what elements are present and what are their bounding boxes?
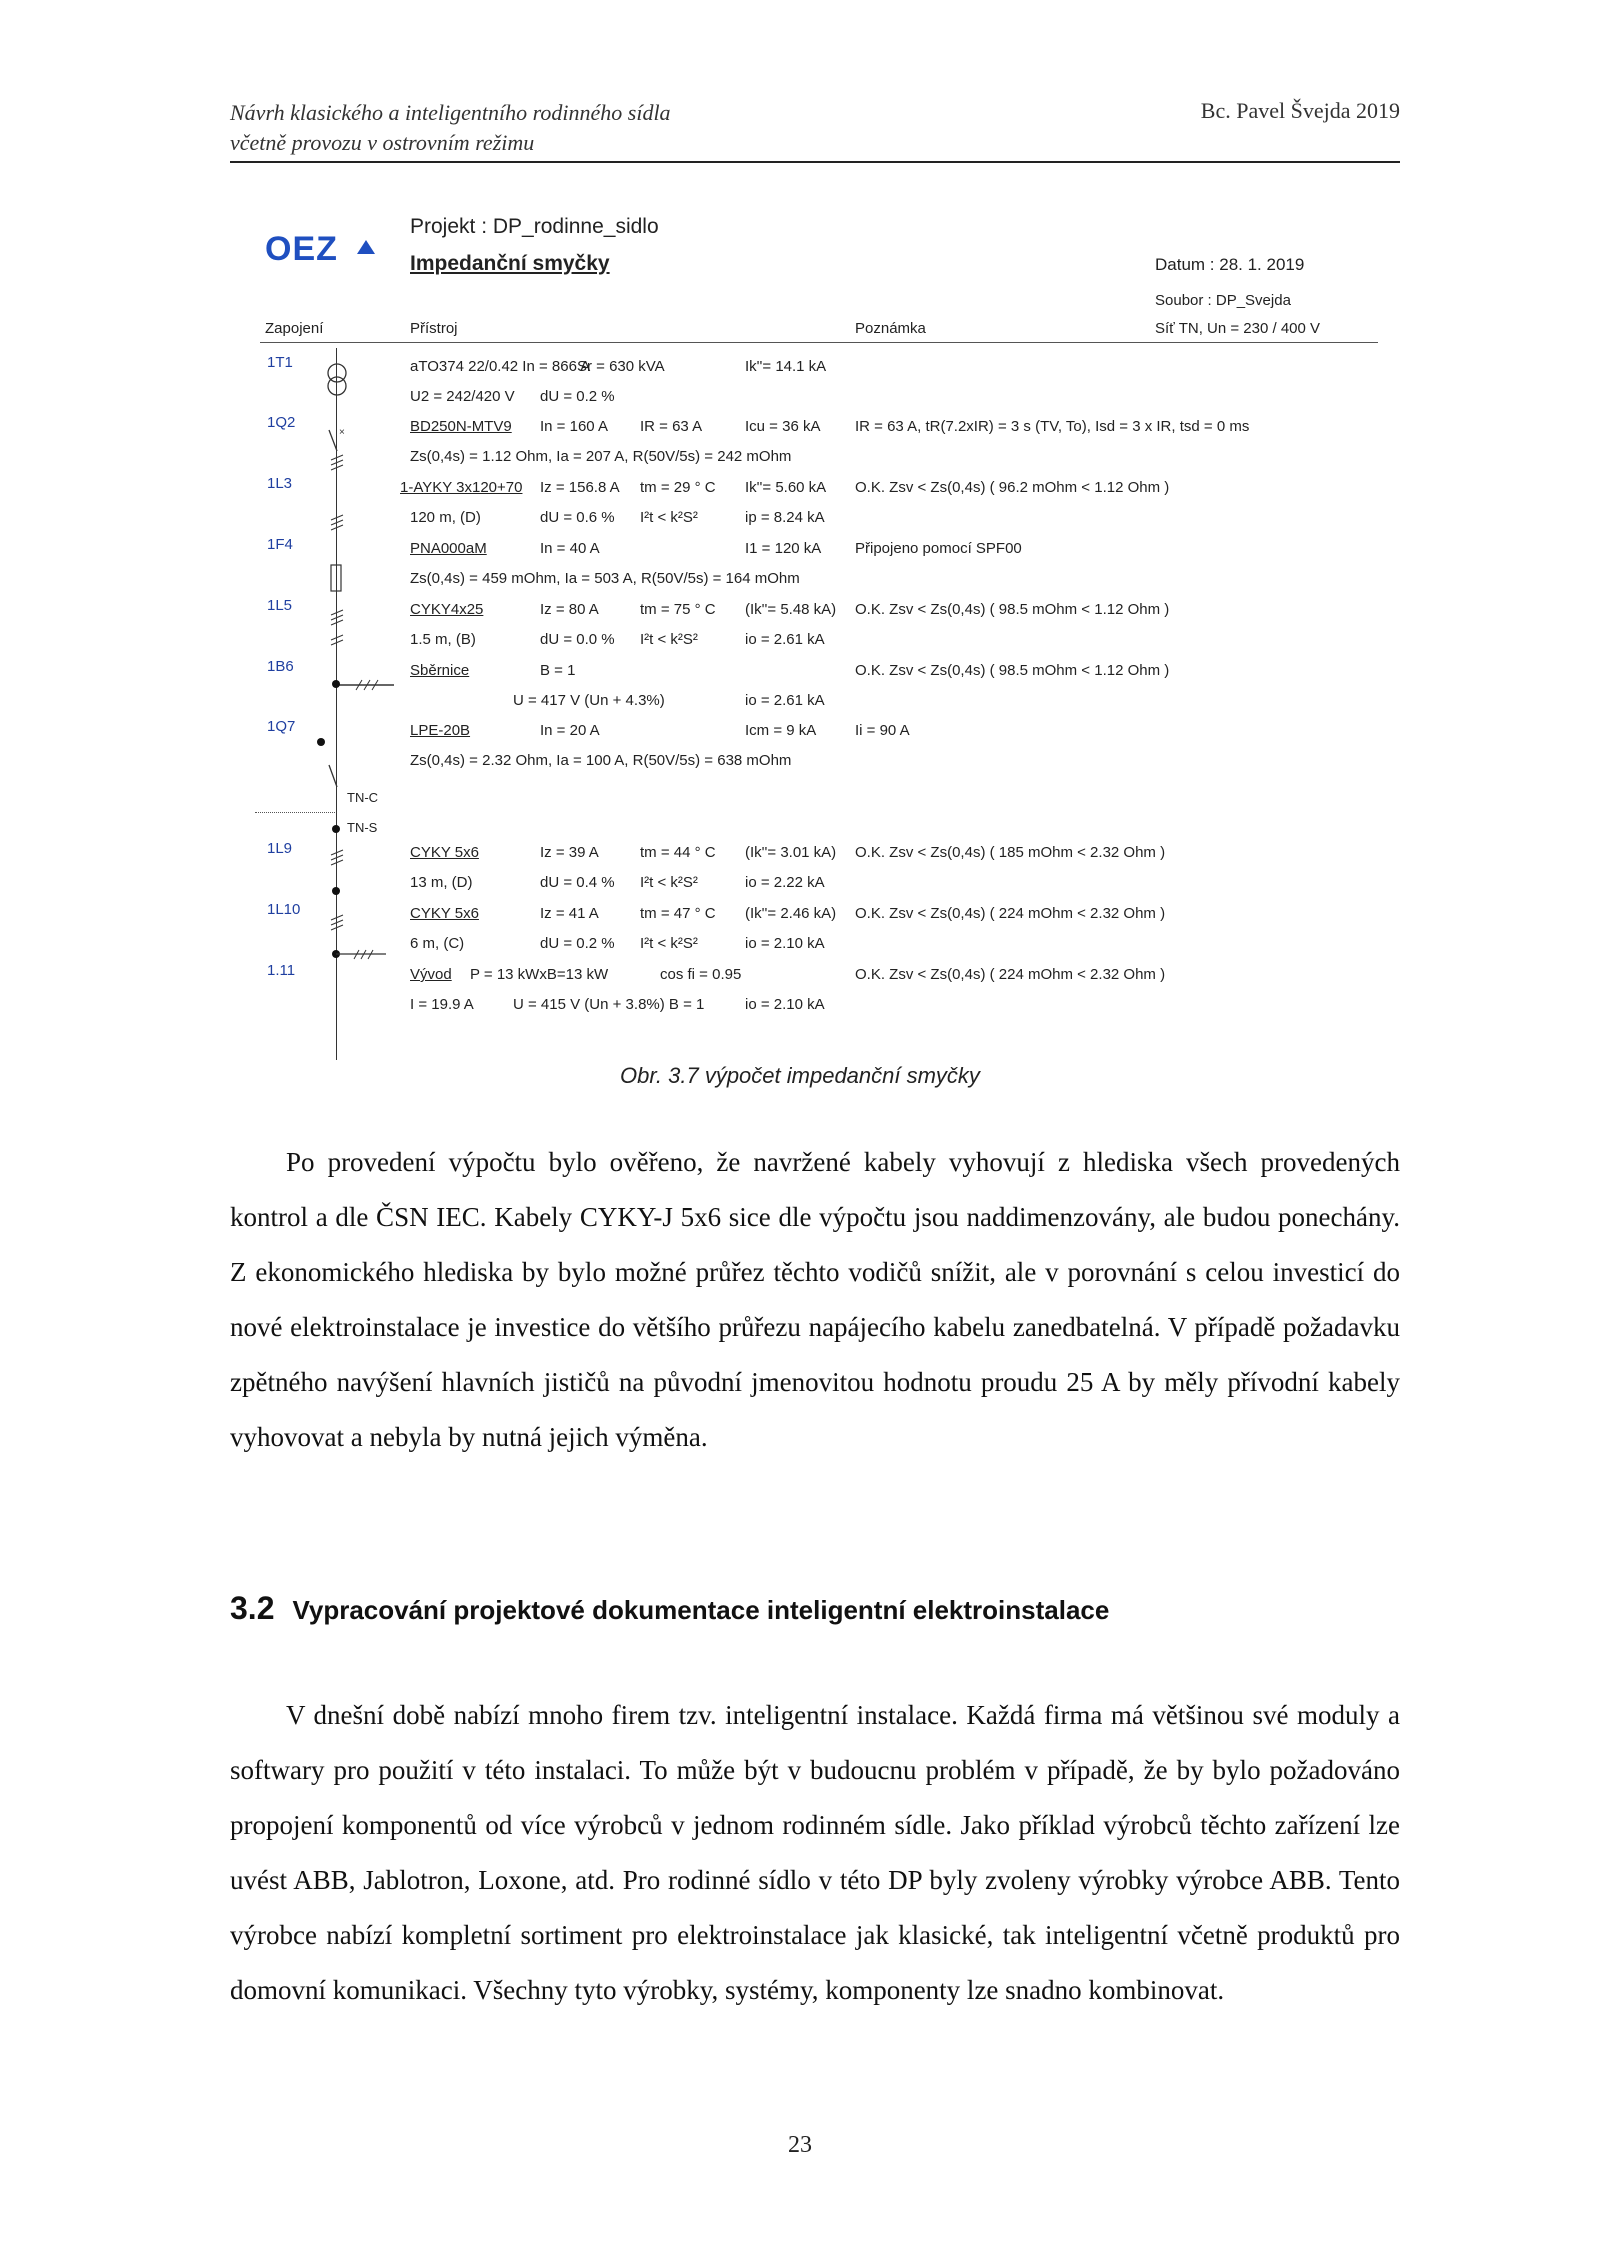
col-zapojeni: Zapojení	[265, 320, 324, 337]
row-cell: PNA000aM	[410, 540, 487, 557]
row-cell: 1-AYKY 3x120+70	[400, 479, 523, 496]
body-paragraph-1: Po provedení výpočtu bylo ověřeno, že navržené kabely vyhovují z hlediska všech provedených kontrol a dle ČSN IEC. Kabely CYKY-J 5x6 sice dle výpočtu jsou naddimenzovány, ale budou ponechány. Z ekonomického hlediska by bylo možné průřez těchto vodičů snížit, ale v porovnání s celou investicí do nové elektroinstalace je investice do většího průřezu napájecího kabelu zanedbatelná. V případě požadavku zpětného navýšení hlavních jističů na původní jmenovitou hodnotu proudu 25 A by měly přívodní kabely vyhovovat a nebyla by nutná jejich výměna.	[230, 1147, 1400, 1452]
row-cell: Icu = 36 kA	[745, 418, 821, 435]
row-note: O.K. Zsv < Zs(0,4s) ( 185 mOhm < 2.32 Ohm )	[855, 844, 1166, 861]
row-id: 1T1	[267, 354, 293, 371]
header-rule	[230, 161, 1400, 163]
col-poznamka: Poznámka	[855, 320, 926, 337]
row-cell: cos fi = 0.95	[660, 966, 742, 983]
row-id: 1L3	[267, 475, 293, 492]
row-id: 1L10	[267, 901, 301, 918]
page-number: 23	[788, 2132, 812, 2158]
header-title-line1: Návrh klasického a inteligentního rodinného sídla	[230, 100, 671, 125]
row-cell: I = 19.9 A	[410, 996, 474, 1013]
row-cell: dU = 0.0 %	[540, 631, 615, 648]
row-cell: I²t < k²S²	[640, 631, 698, 648]
row-cell: Zs(0,4s) = 1.12 Ohm, Ia = 207 A, R(50V/5s) = 242 mOhm	[410, 448, 792, 465]
row-cell: In = 40 A	[540, 540, 600, 557]
row-cell: Iz = 41 A	[540, 905, 599, 922]
node-dot	[332, 680, 340, 688]
row-cell: Iz = 80 A	[540, 601, 599, 618]
row-cell: Zs(0,4s) = 2.32 Ohm, Ia = 100 A, R(50V/5s) = 638 mOhm	[410, 752, 792, 769]
row-cell: Sběrnice	[410, 662, 470, 679]
node-dot	[317, 738, 325, 746]
row-cell: io = 2.10 kA	[745, 935, 825, 952]
row-cell: CYKY 5x6	[410, 844, 479, 861]
row-cell: (Ik''= 5.48 kA)	[745, 601, 837, 618]
figure-file: Soubor : DP_Svejda	[1155, 292, 1291, 309]
oez-logo: OEZ	[265, 230, 338, 268]
row-cell: dU = 0.6 %	[540, 509, 615, 526]
header-author: Bc. Pavel Švejda 2019	[1200, 98, 1400, 123]
row-cell: tm = 47 ° C	[640, 905, 716, 922]
row-cell: BD250N-MTV9	[410, 418, 512, 435]
row-cell: dU = 0.2 %	[540, 935, 615, 952]
row-cell: I²t < k²S²	[640, 935, 698, 952]
row-id: 1Q7	[267, 718, 296, 735]
node-dot	[332, 825, 340, 833]
row-cell: CYKY 5x6	[410, 905, 479, 922]
row-id: 1.11	[267, 962, 296, 979]
row-cell: 120 m, (D)	[410, 509, 481, 526]
row-id: 1F4	[267, 536, 293, 553]
figure-network: Síť TN, Un = 230 / 400 V	[1155, 320, 1321, 337]
row-cell: tm = 75 ° C	[640, 601, 716, 618]
row-cell: B = 1	[540, 662, 576, 679]
row-cell: dU = 0.2 %	[540, 388, 615, 405]
row-cell: I1 = 120 kA	[745, 540, 822, 557]
row-cell: (Ik''= 2.46 kA)	[745, 905, 837, 922]
section-number: 3.2	[230, 1590, 275, 1626]
tn-s-label: TN-S	[347, 820, 378, 835]
row-cell: 13 m, (D)	[410, 874, 473, 891]
col-pristroj: Přístroj	[410, 320, 458, 337]
row-cell: LPE-20B	[410, 722, 471, 739]
figure-title: Impedanční smyčky	[410, 252, 610, 275]
node-dot	[332, 887, 340, 895]
section-heading	[230, 1590, 1109, 1627]
row-note: O.K. Zsv < Zs(0,4s) ( 96.2 mOhm < 1.12 Ohm )	[855, 479, 1170, 496]
circuit-symbols	[317, 415, 357, 985]
row-cell: In = 20 A	[540, 722, 600, 739]
figure-project: Projekt : DP_rodinne_sidlo	[410, 215, 659, 238]
row-cell: Zs(0,4s) = 459 mOhm, Ia = 503 A, R(50V/5s) = 164 mOhm	[410, 570, 800, 587]
row-cell: Iz = 39 A	[540, 844, 599, 861]
row-cell: ip = 8.24 kA	[745, 509, 825, 526]
row-note: O.K. Zsv < Zs(0,4s) ( 98.5 mOhm < 1.12 Ohm )	[855, 662, 1170, 679]
row-cell: Sr = 630 kVA	[577, 358, 665, 375]
impedance-loop-figure	[255, 200, 1380, 1060]
row-cell: io = 2.61 kA	[745, 692, 825, 709]
row-cell: Vývod	[410, 966, 452, 983]
row-cell: CYKY4x25	[410, 601, 484, 618]
row-cell: I²t < k²S²	[640, 509, 698, 526]
busbar-icon	[336, 678, 396, 692]
row-cell: I²t < k²S²	[640, 874, 698, 891]
row-cell: In = 160 A	[540, 418, 608, 435]
row-note: IR = 63 A, tR(7.2xIR) = 3 s (TV, To), Isd = 3 x IR, tsd = 0 ms	[855, 418, 1250, 435]
svg-text:×: ×	[339, 427, 345, 438]
row-cell: aTO374 22/0.42 In = 866 A	[410, 358, 591, 375]
row-note: O.K. Zsv < Zs(0,4s) ( 224 mOhm < 2.32 Ohm )	[855, 966, 1166, 983]
row-cell: Iz = 156.8 A	[540, 479, 620, 496]
row-cell: Ik''= 14.1 kA	[745, 358, 827, 375]
row-cell: tm = 29 ° C	[640, 479, 716, 496]
row-note: O.K. Zsv < Zs(0,4s) ( 224 mOhm < 2.32 Ohm )	[855, 905, 1166, 922]
row-note: Ii = 90 A	[855, 722, 910, 739]
section-title: Vypracování projektové dokumentace inteligentní elektroinstalace	[292, 1595, 1110, 1625]
row-cell: IR = 63 A	[640, 418, 703, 435]
tn-split-line	[255, 812, 335, 813]
row-cell: tm = 44 ° C	[640, 844, 716, 861]
running-header-title	[230, 98, 671, 158]
row-cell: P = 13 kWxB=13 kW	[470, 966, 609, 983]
row-note: O.K. Zsv < Zs(0,4s) ( 98.5 mOhm < 1.12 Ohm )	[855, 601, 1170, 618]
body-paragraph-2: V dnešní době nabízí mnoho firem tzv. inteligentní instalace. Každá firma má většinou své moduly a softwary pro použití v této instalaci. To může být v budoucnu problém v případě, že by bylo požadováno propojení komponentů od více výrobců v jednom rodinném sídle. Jako příklad výrobců těchto zařízení lze uvést ABB, Jablotron, Loxone, atd. Pro rodinné sídlo v této DP byly zvoleny výrobky výrobce ABB. Tento výrobce nabízí kompletní sortiment pro elektroinstalace jak klasické, tak inteligentní včetně produktů pro domovní komunikaci. Všechny tyto výrobky, systémy, komponenty lze snadno kombinovat.	[230, 1700, 1400, 2005]
row-id: 1B6	[267, 658, 294, 675]
row-cell: U = 415 V (Un + 3.8%) B = 1	[513, 996, 705, 1013]
transformer-icon	[323, 360, 351, 400]
tn-c-label: TN-C	[347, 790, 379, 805]
row-note: Připojeno pomocí SPF00	[855, 540, 1022, 557]
oez-logo-triangle-icon	[357, 240, 375, 254]
row-id: 1L5	[267, 597, 293, 614]
header-title-line2: včetně provozu v ostrovním režimu	[230, 130, 535, 155]
row-cell: U = 417 V (Un + 4.3%)	[513, 692, 665, 709]
row-cell: io = 2.22 kA	[745, 874, 825, 891]
column-rule	[260, 342, 1378, 343]
figure-date: Datum : 28. 1. 2019	[1155, 255, 1305, 274]
row-id: 1L9	[267, 840, 293, 857]
row-cell: Ik''= 5.60 kA	[745, 479, 827, 496]
outlet-branch-icon	[336, 948, 396, 960]
row-cell: U2 = 242/420 V	[410, 388, 515, 405]
row-cell: 6 m, (C)	[410, 935, 465, 952]
row-cell: io = 2.10 kA	[745, 996, 825, 1013]
row-cell: Icm = 9 kA	[745, 722, 817, 739]
row-id: 1Q2	[267, 414, 296, 431]
row-cell: dU = 0.4 %	[540, 874, 615, 891]
figure-caption: Obr. 3.7 výpočet impedanční smyčky	[620, 1063, 980, 1088]
row-cell: (Ik''= 3.01 kA)	[745, 844, 837, 861]
row-cell: 1.5 m, (B)	[410, 631, 476, 648]
row-cell: io = 2.61 kA	[745, 631, 825, 648]
